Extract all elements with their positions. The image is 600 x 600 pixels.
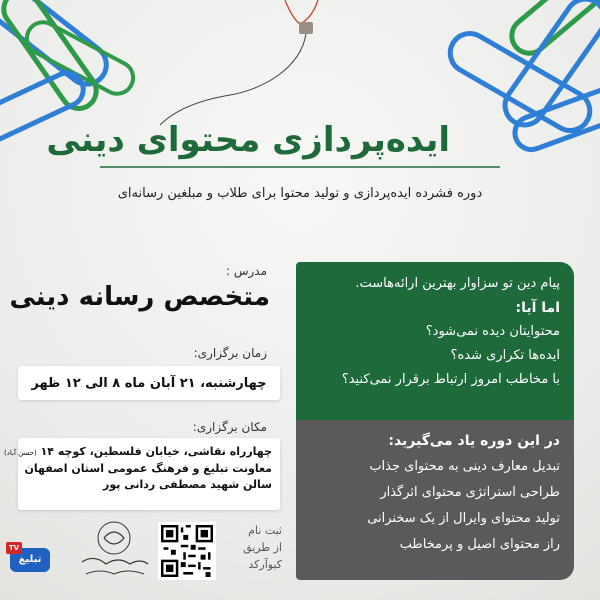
teacher-name: متخصص رسانه دینی — [9, 282, 270, 312]
time-value: چهارشنبه، ۲۱ آبان ماه ۸ الی ۱۲ ظهر — [31, 375, 267, 391]
title-underline — [100, 166, 500, 168]
gray-heading: در این دوره یاد می‌گیرید: — [388, 433, 560, 449]
list-item: راز محتوای اصیل و پرمخاطب — [399, 537, 560, 552]
green-line-3: محتوایتان دیده نمی‌شود؟ — [425, 324, 560, 339]
green-line-4: ایده‌ها تکراری شده؟ — [450, 348, 560, 363]
green-panel — [296, 262, 574, 420]
qr-code-icon[interactable] — [158, 522, 216, 580]
place-box — [4, 438, 280, 510]
teacher-label: مدرس : — [225, 264, 267, 278]
page-title: ایده‌پردازی محتوای دینی — [46, 120, 450, 160]
page-subtitle: دوره فشرده ایده‌پردازی و تولید محتوا برای طلاب و مبلغین رسانه‌ای — [117, 186, 483, 201]
gray-panel — [296, 420, 574, 580]
green-line-2: اما آیا: — [515, 300, 560, 316]
place-line-2: معاونت تبلیغ و فرهنگ عمومی استان اصفهان — [24, 462, 272, 475]
place-label: مکان برگزاری: — [192, 420, 267, 434]
organization-logo-icon — [74, 520, 154, 582]
green-line-5: با مخاطب امروز ارتباط برقرار نمی‌کنید؟ — [341, 372, 560, 387]
tabligh-label: تبلیغ — [10, 548, 50, 572]
list-item: طراحی استراتژی محتوای اثرگذار — [380, 485, 560, 500]
time-box — [18, 366, 280, 400]
place-note: (حسن آباد) — [4, 449, 37, 457]
list-item: تبدیل معارف دینی به محتوای جذاب — [369, 459, 560, 474]
tabligh-tv-logo — [10, 542, 50, 572]
tv-label: TV — [6, 542, 22, 554]
green-line-1: پیام دین تو سزاوار بهترین ارائه‌هاست. — [355, 276, 560, 291]
place-line-3: سالن شهید مصطفی ردانی پور — [103, 478, 272, 491]
place-line-1: چهارراه نقاشی، خیابان فلسطین، کوچه ۱۴ (حسن آباد) — [4, 445, 272, 458]
title-container — [46, 118, 450, 162]
list-item: تولید محتوای وایرال از یک سخنرانی — [367, 511, 560, 526]
time-label: زمان برگزاری: — [193, 346, 267, 360]
register-text: ثبت نام از طریق کیوآرکد — [243, 524, 282, 571]
